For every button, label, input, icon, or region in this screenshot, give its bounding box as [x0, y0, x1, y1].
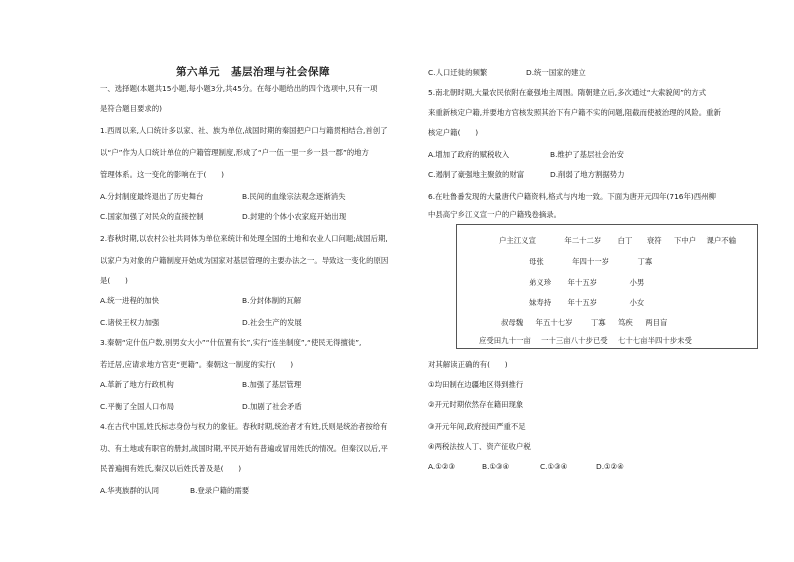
- q3-option-c[interactable]: C.平衡了全国人口布局: [100, 402, 175, 411]
- q6-option-b[interactable]: B.①③④: [482, 462, 510, 471]
- q6-line2: 中县高宁乡江义宣一户的户籍残卷摘录。: [428, 210, 562, 219]
- household-register-excerpt: [456, 224, 758, 349]
- q4-option-a[interactable]: A.华夷族群的认同: [100, 486, 160, 495]
- q3-option-b[interactable]: B.加强了基层管理: [242, 380, 302, 389]
- q2-option-a[interactable]: A.统一进程的加快: [100, 296, 160, 305]
- q4-option-c[interactable]: C.人口迁徙的频繁: [428, 68, 488, 77]
- q1-option-c[interactable]: C.国家加强了对民众的直接控制: [100, 212, 204, 221]
- section-heading-line1: 一、选择题(本题共15小题,每小题3分,共45分。在每小题给出的四个选项中,只有一项: [100, 84, 378, 93]
- register-row-3: 弟义珍 年十五岁 小男: [529, 278, 645, 287]
- q3-option-a[interactable]: A.革新了地方行政机构: [100, 380, 174, 389]
- q2-option-d[interactable]: D.社会生产的发展: [242, 318, 302, 327]
- q5-option-a[interactable]: A.增加了政府的赋税收入: [428, 150, 510, 159]
- register-row-5: 叔母魏 年五十七岁 丁寡 笃疾 两目盲: [501, 318, 668, 327]
- q5-option-c[interactable]: C.遏制了豪强地主聚敛的财富: [428, 170, 525, 179]
- q2-line2: 以家户为对象的户籍制度开始成为国家对基层管理的主要办法之一。导致这一变化的原因: [100, 256, 389, 265]
- q4-line2: 功、有土地或有职官的册封,战国时期,平民开始有普遍或冒用姓氏的情况。但秦汉以后,平: [100, 444, 388, 453]
- q6-statement-3: ③开元年间,政府授田严重不足: [428, 422, 526, 431]
- q1-option-d[interactable]: D.封建的个体小农家庭开始出现: [242, 212, 347, 221]
- q4-line1: 4.在古代中国,姓氏标志身份与权力的象征。春秋时期,统治者才有姓,氏则是统治者按给有: [100, 422, 388, 431]
- q5-line3: 核定户籍( ): [428, 128, 479, 137]
- register-row-4: 妹寿持 年十五岁 小女: [529, 298, 645, 307]
- q6-statement-1: ①均田制在边疆地区得到推行: [428, 380, 524, 389]
- q1-line1: 1.西周以来,人口统计多以家、社、族为单位,战国时期的秦国把户口与籍贯相结合,首创了: [100, 126, 388, 135]
- q6-option-c[interactable]: C.①③④: [540, 462, 568, 471]
- register-row-6: 应受田九十一亩 一十三亩八十步已受 七十七亩半四十步未受: [479, 336, 692, 345]
- q2-line3: 是( ): [100, 276, 128, 285]
- q6-line1: 6.在吐鲁番发现的大量唐代户籍资料,格式与内地一致。下面为唐开元四年(716年)西州柳: [428, 192, 716, 201]
- q6-option-a[interactable]: A.①②③: [428, 462, 456, 471]
- q5-line2: 来重新核定户籍,并要地方官核发照其治下有户籍不实的问题,阻截而使被治理的风险。重新: [428, 108, 721, 117]
- section-heading-line2: 是符合题目要求的): [100, 104, 163, 113]
- q3-line2: 若迁居,应请求地方官吏“更籍”。秦朝这一制度的实行( ): [100, 360, 294, 369]
- q2-option-c[interactable]: C.诸侯王权力加强: [100, 318, 160, 327]
- q6-prompt: 对其解读正确的有( ): [428, 360, 508, 369]
- q3-line1: 3.秦朝“定什伍户数,别男女大小”“什伍置有长”,实行“连坐制度”,“使民无得擅徙”,: [100, 338, 362, 347]
- page-title: 第六单元 基层治理与社会保障: [176, 66, 330, 78]
- q6-option-d[interactable]: D.①②④: [596, 462, 624, 471]
- q4-option-b[interactable]: B.登录户籍的需要: [190, 486, 250, 495]
- q2-option-b[interactable]: B.分封体制的瓦解: [242, 296, 302, 305]
- q6-statement-2: ②开元时期依然存在籍田现象: [428, 400, 524, 409]
- q1-option-b[interactable]: B.民间的血缘宗法观念逐渐消失: [242, 192, 346, 201]
- q6-statement-4: ④两税法按人丁、资产征收户税: [428, 442, 531, 451]
- q1-line3: 管理体系。这一变化的影响在于( ): [100, 170, 225, 179]
- q3-option-d[interactable]: D.加剧了社会矛盾: [242, 402, 302, 411]
- q5-option-b[interactable]: B.维护了基层社会治安: [550, 150, 624, 159]
- q1-line2: 以“户”作为人口统计单位的户籍管理制度,形成了“户一伍一里一乡一县一郡”的地方: [100, 148, 369, 157]
- q4-line3: 民普遍拥有姓氏,秦汉以后姓氏普及是( ): [100, 464, 242, 473]
- q4-option-d[interactable]: D.统一国家的建立: [526, 68, 586, 77]
- register-row-2: 母张 年四十一岁 丁寡: [529, 257, 653, 266]
- q2-line1: 2.春秋时期,以农村公社共同体为单位来统计和处理全国的土地和农业人口问题;战国后期,: [100, 234, 388, 243]
- register-row-1: 户主江义宣 年二十二岁 白丁 衰符 下中户 课户不输: [499, 236, 737, 245]
- q5-line1: 5.南北朝时期,大量农民依附在豪强地主周围。隋朝建立后,多次通过“大索貌阅”的方式: [428, 88, 707, 97]
- q5-option-d[interactable]: D.削弱了地方割据势力: [550, 170, 625, 179]
- q1-option-a[interactable]: A.分封制度最终退出了历史舞台: [100, 192, 204, 201]
